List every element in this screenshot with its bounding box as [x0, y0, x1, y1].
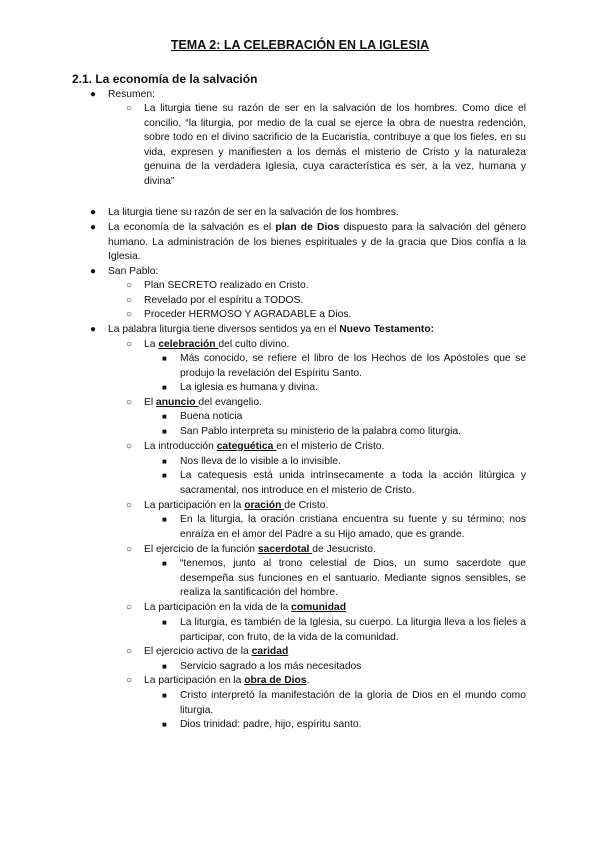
sense-detail: Más conocido, se refiere el libro de los Hechos de los Apóstoles que se produjo la revelación del Espíritu Santo.	[180, 353, 526, 379]
sense-text: .	[306, 675, 310, 686]
sense-detail: La iglesia es humana y divina.	[180, 382, 318, 393]
nuevo-testamento: Nuevo Testamento:	[339, 324, 435, 335]
paragraph-2-text: dispuesto para la salvación del género humano. La administración de los bienes espirituales y de la gracia que Dios confía a la Iglesia.	[108, 222, 526, 263]
sense-keyword: categuética	[216, 441, 277, 452]
sense-keyword: comunidad	[291, 602, 347, 613]
resumen-label: Resumen:	[108, 89, 155, 100]
sense-keyword: celebración	[158, 339, 219, 350]
san-pablo-label: San Pablo:	[108, 266, 159, 277]
sense-text: del culto divino.	[218, 339, 290, 350]
sense-text: del evangelio.	[198, 397, 262, 408]
resumen-quote: La liturgia tiene su razón de ser en la salvación de los hombres. Como dice el concilio, “la liturgia, por medio de la cual se ejerce la obra de nuestra redención, sobre todo en el divino sacrificio de la Eucaristía, contribuye a que los fieles, en su vida, expresen y manifiesten a los demás el misterio de Cristo y la naturaleza genuina de la verdadera Iglesia, cuya característica es ser, a la vez, humana y divina”	[144, 103, 526, 187]
circle-bullet-icon: ○	[126, 295, 133, 306]
san-pablo-item: Proceder HERMOSO Y AGRADABLE a Dios.	[144, 309, 352, 320]
sense-detail: “tenemos, junto al trono celestial de Dios, un sumo sacerdote que desempeña sus funciones en el santuario. Mediante signos sensibles, se realiza la santificación del hombre.	[180, 558, 526, 599]
circle-bullet-icon: ○	[126, 280, 133, 291]
sense-comunidad	[144, 601, 346, 616]
bullet-icon: ●	[90, 207, 97, 218]
sense-sacerdotal	[144, 543, 376, 558]
circle-bullet-icon: ○	[126, 441, 133, 452]
sense-detail: La catequesis está unida intrínsecamente a toda la acción litúrgica y sacramental, nos introduce en el misterio de Cristo.	[180, 470, 526, 496]
document-title: TEMA 2: LA CELEBRACIÓN EN LA IGLESIA	[170, 38, 430, 52]
bullet-icon: ●	[90, 266, 97, 277]
sense-keyword: obra de Dios	[244, 675, 307, 686]
square-bullet-icon: ■	[162, 412, 167, 421]
sense-text: La introducción	[144, 441, 217, 452]
sense-anuncio	[144, 396, 262, 411]
sense-text: La participación en la vida de la	[144, 602, 292, 613]
sense-detail: Buena noticia	[180, 411, 243, 422]
square-bullet-icon: ■	[162, 559, 167, 568]
circle-bullet-icon: ○	[126, 397, 133, 408]
liturgia-intro	[108, 323, 434, 338]
circle-bullet-icon: ○	[126, 309, 133, 320]
sense-detail: San Pablo interpreta su ministerio de la palabra como liturgia.	[180, 426, 462, 437]
sense-keyword: oración	[244, 500, 285, 511]
sense-keyword: caridad	[251, 646, 289, 657]
bullet-icon: ●	[90, 222, 97, 233]
sense-caridad	[144, 645, 288, 660]
sense-detail: Dios trinidad: padre, hijo, espíritu santo.	[180, 719, 362, 730]
bullet-icon: ●	[90, 324, 97, 335]
circle-bullet-icon: ○	[126, 103, 133, 114]
sense-celebracion	[144, 338, 289, 353]
san-pablo-item: Revelado por el espíritu a TODOS.	[144, 295, 304, 306]
circle-bullet-icon: ○	[126, 675, 133, 686]
sense-text: El	[144, 397, 157, 408]
sense-text: La	[144, 339, 159, 350]
sense-detail: Cristo interpretó la manifestación de la gloria de Dios en el mundo como liturgia.	[180, 690, 526, 716]
liturgia-intro-text: La palabra liturgia tiene diversos sentidos ya en el	[108, 324, 340, 335]
sense-text: La participación en la	[144, 675, 245, 686]
sense-detail: La liturgia, es también de la Iglesia, su cuerpo. La liturgia lleva a los fieles a participar, con fruto, de la vida de la comunidad.	[180, 617, 526, 643]
bullet-icon: ●	[90, 89, 97, 100]
sense-text: de Cristo.	[284, 500, 329, 511]
sense-keyword: sacerdotal	[257, 544, 313, 555]
circle-bullet-icon: ○	[126, 544, 133, 555]
sense-text: en el misterio de Cristo.	[276, 441, 385, 452]
square-bullet-icon: ■	[162, 515, 167, 524]
circle-bullet-icon: ○	[126, 500, 133, 511]
square-bullet-icon: ■	[162, 383, 167, 392]
paragraph-1: La liturgia tiene su razón de ser en la salvación de los hombres.	[108, 207, 399, 218]
square-bullet-icon: ■	[162, 457, 167, 466]
sense-catequesis	[144, 440, 384, 455]
sense-oracion	[144, 499, 328, 514]
sense-detail: En la liturgia, la oración cristiana encuentra su fuente y su término; nos enraíza en el amor del Padre a su Hijo amado, que es grande.	[180, 514, 526, 540]
square-bullet-icon: ■	[162, 427, 167, 436]
circle-bullet-icon: ○	[126, 339, 133, 350]
sense-keyword: anuncio	[156, 397, 199, 408]
sense-text: El ejercicio de la función	[144, 544, 258, 555]
circle-bullet-icon: ○	[126, 646, 133, 657]
square-bullet-icon: ■	[162, 471, 167, 480]
san-pablo-item: Plan SECRETO realizado en Cristo.	[144, 280, 309, 291]
square-bullet-icon: ■	[162, 720, 167, 729]
section-heading: 2.1. La economía de la salvación	[72, 72, 258, 86]
sense-text: El ejercicio activo de la	[144, 646, 252, 657]
sense-detail: Servicio sagrado a los más necesitados	[180, 661, 362, 672]
circle-bullet-icon: ○	[126, 602, 133, 613]
paragraph-2-text: La economía de la salvación es el	[108, 222, 276, 233]
plan-de-dios: plan de Dios	[275, 222, 340, 233]
square-bullet-icon: ■	[162, 354, 167, 363]
sense-text: de Jesucristo.	[312, 544, 376, 555]
sense-obra-de-dios	[144, 674, 309, 689]
square-bullet-icon: ■	[162, 662, 167, 671]
paragraph-2	[108, 221, 526, 265]
sense-detail: Nos lleva de lo visible a lo invisible.	[180, 456, 341, 467]
sense-text: La participación en la	[144, 500, 245, 511]
square-bullet-icon: ■	[162, 618, 167, 627]
square-bullet-icon: ■	[162, 691, 167, 700]
